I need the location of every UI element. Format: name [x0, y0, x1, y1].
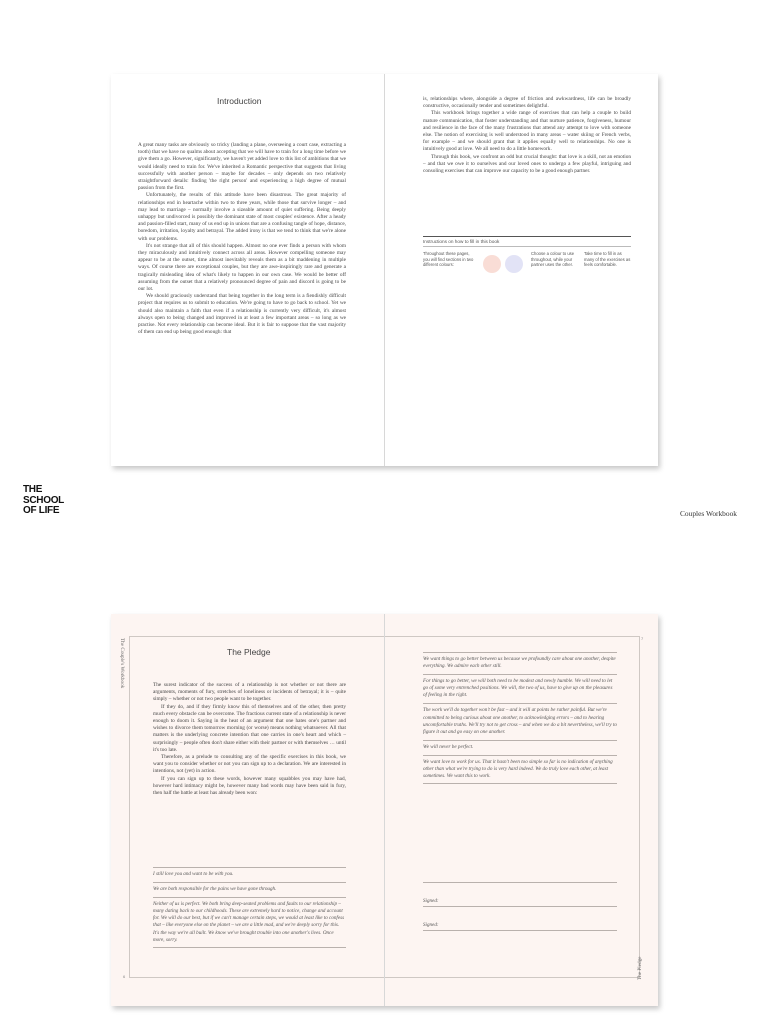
- paragraph: If you can sign up to these words, however many squabbles you may have had, however hard intimacy might be, however many bad words may have been said in fury, then half the battle at least has already been won:: [153, 775, 346, 797]
- signed-label: Signed:: [423, 898, 439, 904]
- page-number-right: 7: [641, 636, 644, 641]
- colour-swatch-lavender: [505, 255, 523, 273]
- paragraph: Through this book, we confront an odd but crucial thought: that love is a skill, not an emotion – and that we owe it to ourselves and our loved ones to undergo a few playful, intriguing and consoling exercises that can improve our capacity to be a good enough partner.: [423, 153, 631, 175]
- pledge-left-page: [111, 614, 384, 1006]
- intro-spread: [111, 74, 658, 466]
- paragraph: A great many tasks are obviously so tricky (landing a plane, overseeing a court case, extracting a tooth) that we have no qualms about accepting that we will have to train for a long time before we give them a go. However, significantly, we haven't yet added love to this list of ambitions that we would ideally need to train for. We've inherited a Romantic perspective that suggests that living successfully with another person – maybe for decades – only depends on two relatively straightforward details: finding 'the right person' and experiencing a high degree of mutual passion from the first.: [138, 142, 346, 192]
- instructions-col-2: Choose a colour to use throughout, while your partner uses the other.: [531, 251, 575, 268]
- signature-line[interactable]: [423, 883, 617, 907]
- paragraph: is, relationships where, alongside a degree of friction and awkwardness, life can be broadly constructive, occasionally tender and sometimes delightful.: [423, 96, 631, 110]
- paragraph: This workbook brings together a wide range of exercises that can help a couple to build mature communication, that foster understanding and that nurture patience, forgiveness, humour and resilience in the face of the many frustrations that attend any attempt to love with someone else. The notion of exercising is well understood in many areas – water skiing or French verbs, for example – and we should grant that it applies equally well to relationships. No one is intuitively good at love. We all need to do a little homework.: [423, 110, 631, 153]
- paragraph: If they do, and if they firmly know this of themselves and of the other, then pretty much every obstacle can be overcome. The fractious current state of a relationship is never enough to doom it. Saying in the heat of an argument that one hates one's partner and wishes to divorce them tomorrow morning (or worse) means nothing whatsoever. All that matters is the underlying concrete intention that one carries in one's heart and which – surprisingly – people often don't share either with their partner or with themselves … until it's too late.: [153, 703, 346, 753]
- pledge-item: We will never be perfect.: [423, 740, 617, 751]
- paragraph: It's not strange that all of this should happen. Almost no one ever finds a person with whom they miraculously and intuitively connect across all areas. However compelling someone may appear to be at the outset, time almost inevitably reveals them as a bit maddening in multiple ways. Of course there are exceptional couples, but they are awe-inspiringly rare and generate a tragically misleading idea of what's likely to happen in our own case. We would be better off assuming from the outset that a relatively pronounced degree of pain and discord is going to be our lot.: [138, 242, 346, 293]
- signature-line[interactable]: [423, 907, 617, 931]
- paragraph: We should graciously understand that being together in the long term is a fiendishly difficult project that requires us to submit to education. We're going to have to go back to school. Yet we should also maintain a faith that even if a relationship is currently very difficult, it's almost always open to being changed and improved in at least a few important areas – so long as we practise. Not every relationship can become ideal. But it is fair to suppose that the vast majority of them can end up being good enough: that: [138, 293, 346, 336]
- colour-swatch-peach: [483, 255, 501, 273]
- logo-line: THE: [23, 484, 43, 495]
- intro-right-text: [423, 96, 631, 175]
- school-of-life-logo: [23, 485, 64, 517]
- logo-line: OF LIFE: [23, 505, 60, 516]
- page-number-left: 6: [123, 974, 126, 979]
- pledge-list-left: [153, 867, 346, 952]
- pledge-left-text: [153, 682, 346, 797]
- intro-right-page: [385, 74, 658, 466]
- intro-title: Introduction: [217, 96, 262, 106]
- product-label: Couples Workbook: [680, 509, 737, 518]
- paragraph: The surest indicator of the success of a relationship is not whether or not there are arguments, moments of fury, stretches of loneliness or incidents of betrayal; it is – quite simply – whether or not two people want to be together.: [153, 682, 346, 703]
- pledge-item: Neither of us is perfect. We both bring deep-seated problems and faults to our relationship – many dating back to our childhoods. These are extremely hard to notice, change and account for. We will do our best, but if we can't manage certain steps, we would at least like to confess that – like everyone else on the planet – we are a little mad, and we're deeply sorry for this. It's the way we're all built. We know we've brought trouble into one another's lives. Once more, sorry.: [153, 897, 346, 948]
- pledge-item: I still love you and want to be with you.: [153, 867, 346, 878]
- running-head-right: The Pledge: [637, 956, 643, 980]
- running-head-left: The Couple's Workbook: [119, 638, 125, 689]
- intro-left-text: [138, 142, 346, 336]
- signed-label: Signed:: [423, 922, 439, 928]
- intro-left-page: [111, 74, 384, 466]
- pledge-item: We want love to work for us. That it hasn't been too simple so far is no indication of anything other than what we're trying to do is very hard indeed. We do truly love each other, at least sometimes. We want this to work.: [423, 755, 617, 784]
- signature-area: [423, 882, 617, 931]
- pledge-title: The Pledge: [227, 647, 271, 657]
- instructions-row: [423, 251, 631, 285]
- pledge-right-page: [385, 614, 658, 1006]
- pledge-item: The work we'll do together won't be fast – and it will at points be rather painful. But we're committed to being curious about one another, to acknowledging errors – and to hearing uncomfortable truths. We'll try not to get cross – and when we do a bit nevertheless, we'll try to figure it out and go easy on one another.: [423, 703, 617, 735]
- pledge-item: We are both responsible for the pains we have gone through.: [153, 882, 346, 893]
- paragraph: Therefore, as a prelude to consulting any of the specific exercises in this book, we want you to consider whether or not you can sign up to a declaration. We are interested in intentions, not (yet) in action.: [153, 754, 346, 775]
- pledge-item: For things to go better, we will both need to be modest and newly humble. We will need to let go of some very entrenched positions. We will, the two of us, have to give up on the pleasures of feeling in the right.: [423, 674, 617, 699]
- instructions-box: [423, 236, 631, 285]
- pledge-list-right: [423, 652, 617, 788]
- instructions-col-1: Throughout these pages, you will find sections in two different colours:: [423, 251, 474, 268]
- pledge-item: We want things to go better between us because we profoundly care about one another, despite everything. We admire each other still.: [423, 652, 617, 670]
- paragraph: Unfortunately, the results of this attitude have been disastrous. The great majority of relationships end in heartache within two to three years, while those that survive longer – and may lead to marriage – normally involve a sizeable amount of quiet suffering. Being deeply unhappy but undivorced is possibly the dominant state of most couples' existence. After a heady and passion-filled start, many of us end up in unions that are a confusing tangle of hope, distance, boredom, irritation, loyalty and betrayal. The added irony is that we tend to think that we're alone with our problems.: [138, 192, 346, 242]
- pledge-spread: [111, 614, 658, 1006]
- instructions-col-3: Take time to fill in as many of the exercises as feels comfortable.: [584, 251, 631, 268]
- logo-line: SCHOOL: [23, 494, 64, 506]
- instructions-heading: Instructions on how to fill in this book: [423, 237, 631, 247]
